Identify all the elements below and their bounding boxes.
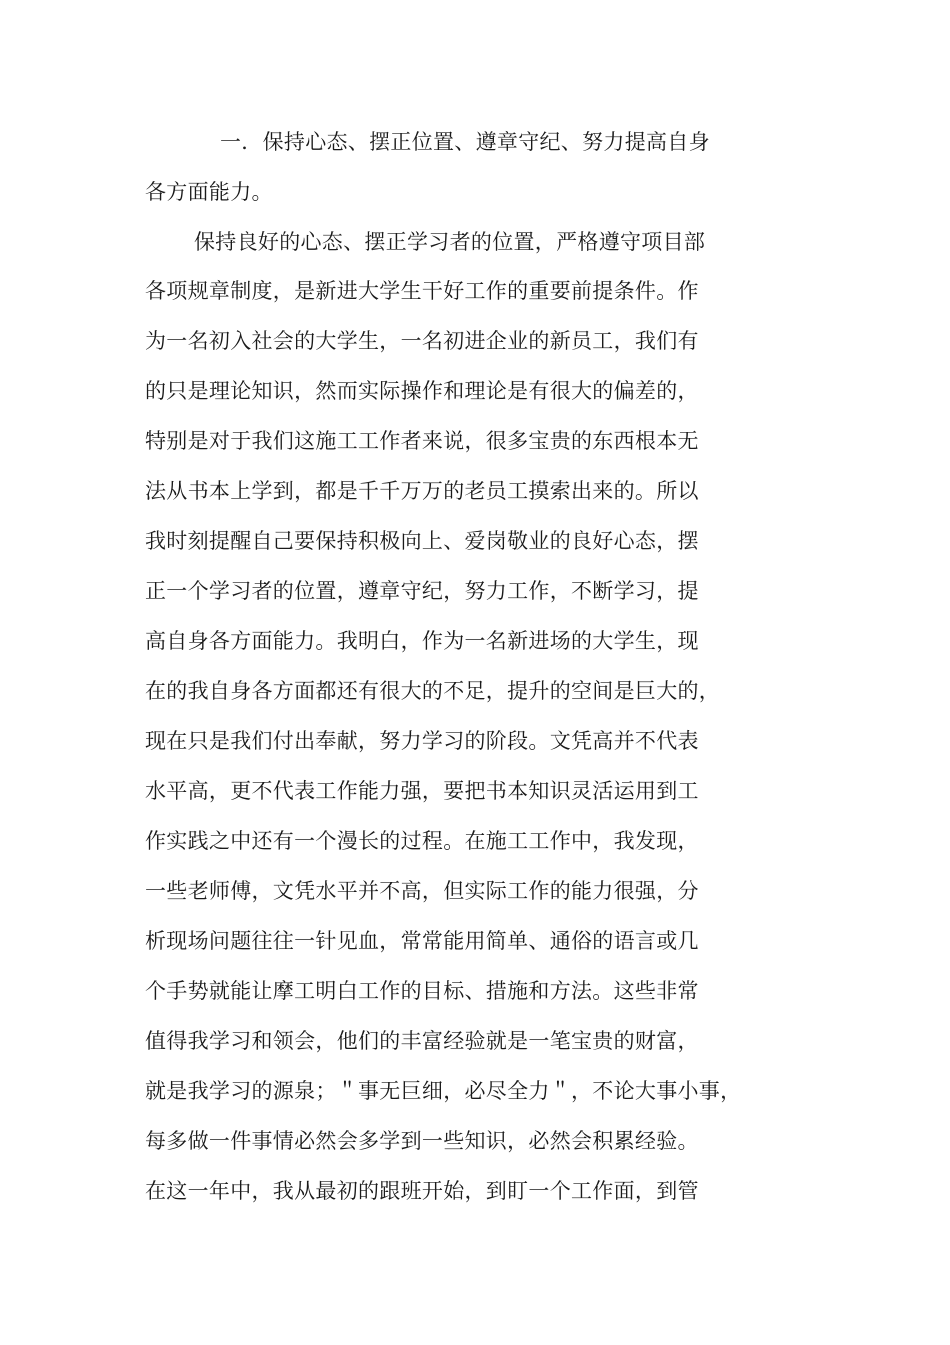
paragraph-line-16: 个手势就能让摩工明白工作的目标、措施和方法。这些非常: [145, 979, 699, 1003]
paragraph-line-8: 正一个学习者的位置，遵章守纪，努力工作，不断学习，提: [145, 579, 699, 603]
paragraph-line-11: 现在只是我们付出奉献，努力学习的阶段。文凭高并不代表: [145, 729, 699, 753]
paragraph-line-10: 在的我自身各方面都还有很大的不足，提升的空间是巨大的，: [145, 679, 721, 703]
paragraph-line-7: 我时刻提醒自己要保持积极向上、爱岗敬业的良好心态，摆: [145, 529, 699, 553]
heading-line-1: 一．保持心态、摆正位置、遵章守纪、努力提高自身: [220, 130, 710, 154]
paragraph-line-6: 法从书本上学到，都是千千万万的老员工摸索出来的。所以: [145, 479, 699, 503]
paragraph-line-17: 值得我学习和领会，他们的丰富经验就是一笔宝贵的财富，: [145, 1029, 699, 1053]
paragraph-line-9: 高自身各方面能力。我明白，作为一名新进场的大学生，现: [145, 629, 699, 653]
paragraph-line-19: 每多做一件事情必然会多学到一些知识，必然会积累经验。: [145, 1129, 699, 1153]
paragraph-line-14: 一些老师傅，文凭水平并不高，但实际工作的能力很强，分: [145, 879, 699, 903]
heading-line-2: 各方面能力。: [145, 180, 273, 204]
paragraph-line-13: 作实践之中还有一个漫长的过程。在施工工作中，我发现，: [145, 829, 699, 853]
paragraph-line-1: 保持良好的心态、摆正学习者的位置，严格遵守项目部: [194, 230, 706, 254]
paragraph-line-18: 就是我学习的源泉；＂事无巨细，必尽全力＂，不论大事小事，: [145, 1079, 742, 1103]
paragraph-line-3: 为一名初入社会的大学生，一名初进企业的新员工，我们有: [145, 329, 699, 353]
paragraph-line-12: 水平高，更不代表工作能力强，要把书本知识灵活运用到工: [145, 779, 699, 803]
paragraph-line-4: 的只是理论知识，然而实际操作和理论是有很大的偏差的，: [145, 379, 699, 403]
paragraph-line-20: 在这一年中，我从最初的跟班开始，到盯一个工作面，到管: [145, 1179, 699, 1203]
paragraph-line-5: 特别是对于我们这施工工作者来说，很多宝贵的东西根本无: [145, 429, 699, 453]
paragraph-line-15: 析现场问题往往一针见血，常常能用简单、通俗的语言或几: [145, 929, 699, 953]
paragraph-line-2: 各项规章制度，是新进大学生干好工作的重要前提条件。作: [145, 279, 699, 303]
